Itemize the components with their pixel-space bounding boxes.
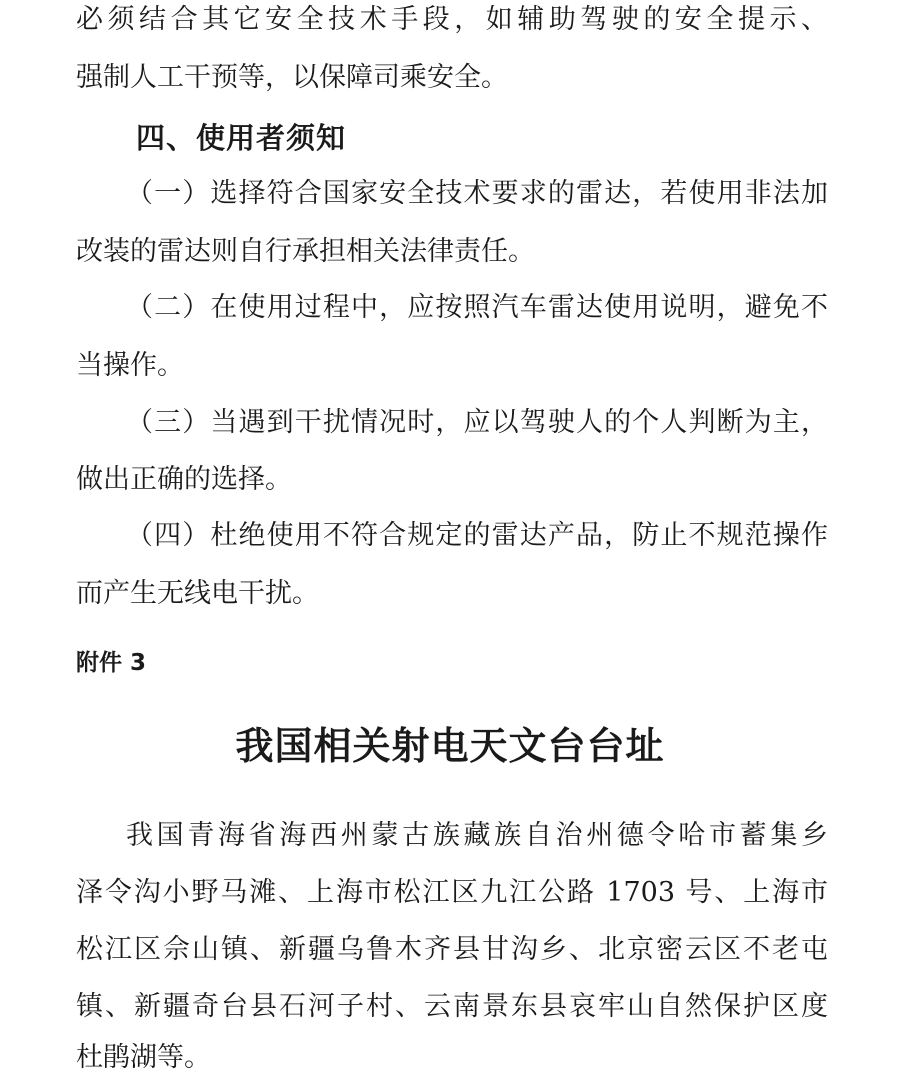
section-heading: 四、使用者须知 <box>136 121 347 155</box>
top-paragraph-line-2: 强制人工干预等，以保障司乘安全。 <box>76 62 508 93</box>
item-4-line-2: 而产生无线电干扰。 <box>76 578 319 609</box>
item-1-line-2: 改装的雷达则自行承担相关法律责任。 <box>76 236 535 267</box>
attachment-body-line-3: 松江区佘山镇、新疆乌鲁木齐县甘沟乡、北京密云区不老屯 <box>76 934 828 965</box>
item-2-line-1: （二）在使用过程中，应按照汽车雷达使用说明，避免不 <box>126 292 828 323</box>
item-3-line-1: （三）当遇到干扰情况时，应以驾驶人的个人判断为主， <box>126 407 828 438</box>
attachment-body-line-2: 泽令沟小野马滩、上海市松江区九江公路 1703 号、上海市 <box>76 877 828 908</box>
item-3-line-2: 做出正确的选择。 <box>76 464 292 495</box>
top-paragraph-line-1: 必须结合其它安全技术手段，如辅助驾驶的安全提示、 <box>76 4 828 35</box>
attachment-label: 附件 3 <box>76 650 147 676</box>
attachment-body-line-1: 我国青海省海西州蒙古族藏族自治州德令哈市蓄集乡 <box>126 820 828 851</box>
attachment-body-line-4: 镇、新疆奇台县石河子村、云南景东县哀牢山自然保护区度 <box>76 991 828 1022</box>
item-2-line-2: 当操作。 <box>76 350 184 381</box>
attachment-title: 我国相关射电天文台台址 <box>235 724 665 768</box>
item-4-line-1: （四）杜绝使用不符合规定的雷达产品，防止不规范操作 <box>126 520 828 551</box>
item-1-line-1: （一）选择符合国家安全技术要求的雷达，若使用非法加 <box>126 178 828 209</box>
attachment-body-line-5: 杜鹃湖等。 <box>76 1042 211 1073</box>
